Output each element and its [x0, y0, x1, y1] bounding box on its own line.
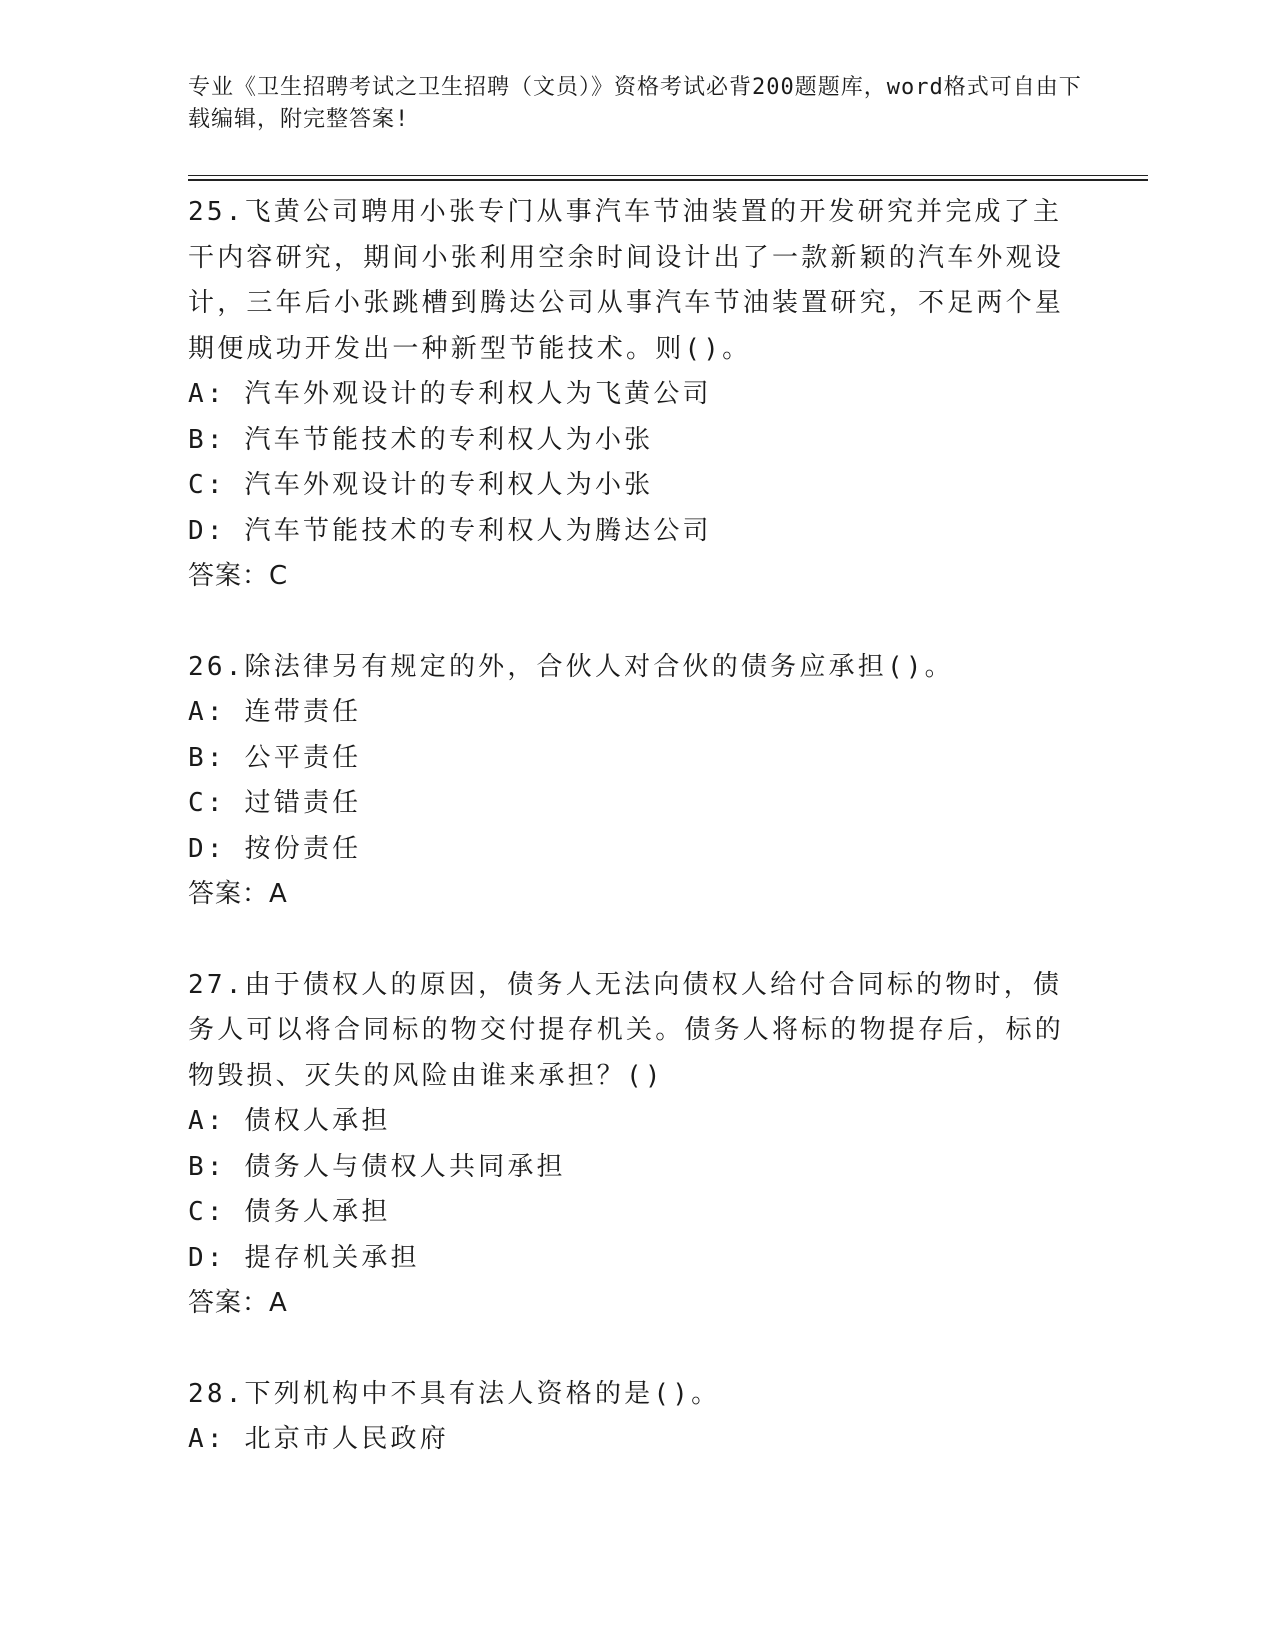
option-a: A: 汽车外观设计的专利权人为飞黄公司 [188, 379, 712, 409]
header-divider-thick [188, 179, 1148, 181]
option-d: D: 汽车节能技术的专利权人为腾达公司 [188, 515, 712, 546]
option-c: C: 汽车外观设计的专利权人为小张 [188, 470, 654, 500]
option-d: D: 按份责任 [188, 833, 362, 864]
answer-line: 答案：C [188, 561, 289, 591]
question-list [188, 190, 1088, 1508]
question-stem: 28.下列机构中不具有法人资格的是()。 [188, 1378, 721, 1409]
option-a: A: 北京市人民政府 [188, 1424, 449, 1454]
option-c: C: 过错责任 [188, 788, 362, 818]
question-stem: 26.除法律另有规定的外，合伙人对合伙的债务应承担()。 [188, 651, 954, 682]
question-28 [188, 1372, 1088, 1463]
option-a: A: 债权人承担 [188, 1106, 391, 1136]
question-26 [188, 645, 1088, 918]
question-stem: 27.由于债权人的原因，债务人无法向债权人给付合同标的物时，债务人可以将合同标的物交付提存机关。债务人将标的物提存后，标的物毁损、灭失的风险由谁来承担？() [188, 969, 1065, 1091]
option-a: A: 连带责任 [188, 697, 362, 727]
option-d: D: 提存机关承担 [188, 1242, 420, 1273]
option-b: B: 汽车节能技术的专利权人为小张 [188, 424, 654, 455]
option-c: C: 债务人承担 [188, 1197, 391, 1227]
answer-line: 答案：A [188, 879, 288, 909]
document-header: 专业《卫生招聘考试之卫生招聘（文员）》资格考试必背200题题库，word格式可自由下载编辑，附完整答案! [188, 75, 1082, 132]
question-27 [188, 963, 1088, 1327]
question-stem: 25.飞黄公司聘用小张专门从事汽车节油装置的开发研究并完成了主干内容研究，期间小张利用空余时间设计出了一款新颖的汽车外观设计，三年后小张跳槽到腾达公司从事汽车节油装置研究，不足两个星期便成功开发出一种新型节能技术。则()。 [188, 197, 1065, 364]
header-divider-thin [188, 175, 1148, 176]
option-b: B: 公平责任 [188, 742, 362, 773]
option-b: B: 债务人与债权人共同承担 [188, 1151, 566, 1182]
question-25 [188, 190, 1088, 600]
answer-line: 答案：A [188, 1288, 288, 1318]
